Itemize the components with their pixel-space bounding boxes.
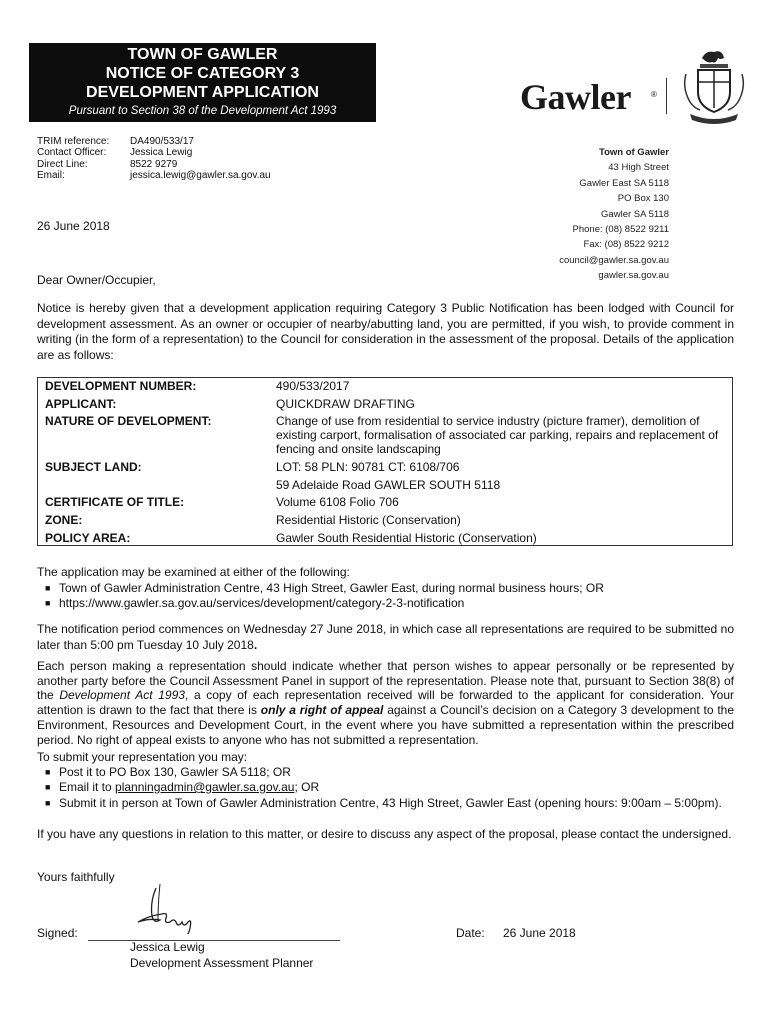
- gawler-logo-word: Gawler: [520, 77, 631, 117]
- signatory-title: Development Assessment Planner: [130, 955, 314, 970]
- reference-value: Jessica Lewig: [130, 147, 193, 159]
- examine-url-link[interactable]: https://www.gawler.sa.gov.au/services/development/category-2-3-notification: [59, 596, 465, 610]
- address-email: council@gawler.sa.gov.au: [559, 254, 669, 266]
- application-details: [37, 377, 733, 546]
- signature-date: 26 June 2018: [503, 926, 576, 940]
- address-po-box: PO Box 130: [617, 193, 669, 205]
- examine-intro: The application may be examined at either of the following:: [37, 565, 350, 579]
- reference-row: [37, 136, 271, 147]
- notice-header: [29, 43, 376, 122]
- certificate-label: CERTIFICATE OF TITLE:: [45, 495, 185, 509]
- zone-value: Residential Historic (Conservation): [276, 513, 461, 527]
- address-fax: Fax: (08) 8522 9212: [583, 239, 669, 251]
- zone-label: ZONE:: [45, 513, 83, 527]
- handwritten-signature: [122, 882, 214, 934]
- submit-in-person: Submit it in person at Town of Gawler Administration Centre, 43 High Street, Gawler East (opening hours: 9:00am – 5:00pm).: [59, 795, 722, 810]
- applicant-label: APPLICANT:: [45, 397, 117, 411]
- reference-key: Email:: [37, 169, 65, 181]
- list-item: [37, 765, 727, 781]
- period-paragraph: [37, 622, 734, 653]
- nature-label: NATURE OF DEVELOPMENT:: [45, 414, 212, 428]
- bullet-icon: ■: [45, 598, 51, 608]
- dev-number-label: DEVELOPMENT NUMBER:: [45, 379, 197, 393]
- subject-land-line-2: 59 Adelaide Road GAWLER SOUTH 5118: [276, 478, 501, 492]
- examine-location: Town of Gawler Administration Centre, 43 High Street, Gawler East, during normal business hours; OR: [59, 580, 604, 595]
- signed-label: Signed:: [37, 926, 78, 940]
- submit-email: [59, 780, 727, 796]
- address-po-suburb: Gawler SA 5118: [601, 208, 669, 220]
- reference-value: 8522 9279: [130, 158, 178, 170]
- bullet-icon: ■: [45, 766, 51, 777]
- signatory: [130, 940, 313, 971]
- list-item: [37, 581, 727, 597]
- bullet-icon: ■: [45, 797, 51, 808]
- logo-divider: [666, 78, 667, 114]
- nature-value: Change of use from residential to service industry (picture framer), demolition of existing carport, formalisation of associated car parking, repairs and replacement of fencing and onsite landscaping: [276, 414, 719, 457]
- submit-email-prefix: Email it to: [59, 780, 116, 795]
- coat-of-arms-icon: [680, 48, 748, 126]
- registered-mark: ®: [651, 90, 657, 99]
- reference-value: jessica.lewig@gawler.sa.gov.au: [130, 169, 271, 181]
- address-phone: Phone: (08) 8522 9211: [572, 224, 669, 236]
- period-end: .: [253, 637, 258, 652]
- applicant-value: QUICKDRAW DRAFTING: [276, 397, 415, 411]
- certificate-value: Volume 6108 Folio 706: [276, 495, 399, 509]
- representation-paragraph: [37, 659, 734, 747]
- salutation: Dear Owner/Occupier,: [37, 273, 156, 287]
- reference-row: [37, 170, 271, 181]
- header-subtitle: Pursuant to Section 38 of the Development Act 1993: [68, 105, 337, 117]
- submit-email-suffix: ; OR: [294, 780, 320, 795]
- questions-paragraph: If you have any questions in relation to this matter, or desire to discuss any aspect of the proposal, please contact the undersigned.: [37, 827, 732, 841]
- bullet-icon: ■: [45, 782, 51, 793]
- subject-land-line-1: LOT: 58 PLN: 90781 CT: 6108/706: [276, 460, 460, 474]
- intro-paragraph: Notice is hereby given that a development application requiring Category 3 Public Notification has been lodged with Council for development assessment. As an owner or occupier of nearby/abutting land, you are permitted, if you wish, to provide comment in writing (in the form of a representation) to the Council for consideration in the assessment of the proposal. Details of the application are as follows:: [37, 301, 734, 362]
- submit-section: [37, 750, 727, 811]
- representation-part-1: Each person making a representation should indicate whether that person wishes to appear personally or be represented by another party before the Council Assessment Panel in support of the representation. Please note that, pursuant to Section 38(8) of the: [37, 659, 734, 703]
- header-line-3: DEVELOPMENT APPLICATION: [86, 84, 319, 101]
- reference-key: TRIM reference:: [37, 136, 110, 147]
- address-suburb: Gawler East SA 5118: [579, 177, 669, 189]
- council-address: [469, 145, 669, 284]
- list-item: [37, 780, 727, 796]
- signature-date-label: Date:: [456, 926, 485, 940]
- reference-row: [37, 147, 271, 158]
- appeal-emphasis: only a right of appeal: [260, 703, 384, 718]
- closing: Yours faithfully: [37, 870, 115, 884]
- council-name: Town of Gawler: [598, 147, 669, 158]
- dev-number-value: 490/533/2017: [276, 379, 350, 393]
- letter-date: 26 June 2018: [37, 219, 110, 233]
- act-name: Development Act 1993: [59, 688, 185, 703]
- policy-area-label: POLICY AREA:: [45, 531, 131, 545]
- submit-post: Post it to PO Box 130, Gawler SA 5118; OR: [59, 764, 291, 779]
- planning-email-link[interactable]: planningadmin@gawler.sa.gov.au: [115, 780, 295, 795]
- signatory-name: Jessica Lewig: [130, 940, 205, 954]
- period-text: The notification period commences on Wednesday 27 June 2018, in which case all representations are required to be submitted no later than 5:00 pm Tuesday 10 July 2018: [37, 622, 734, 652]
- representation-part-3: against a Council’s decision on a Category 3 development to the Environment, Resources and Development Court, in the event where you have submitted a representation within the prescribed period. No right of appeal exists to anyone who has not submitted a representation.: [37, 703, 734, 747]
- policy-area-value: Gawler South Residential Historic (Conservation): [276, 531, 537, 545]
- header-line-2: NOTICE OF CATEGORY 3: [105, 65, 300, 82]
- reference-row: [37, 159, 271, 170]
- submit-intro: To submit your representation you may:: [37, 750, 248, 764]
- reference-key: Contact Officer:: [37, 147, 107, 159]
- address-street: 43 High Street: [608, 162, 669, 174]
- reference-block: [37, 136, 271, 181]
- list-item: [37, 596, 727, 612]
- representation-part-2: , a copy of each representation received will be forwarded to the applicant for consideration. Your attention is drawn to the fact that there is: [37, 688, 735, 718]
- header-line-1: TOWN OF GAWLER: [127, 46, 278, 63]
- list-item: [37, 796, 727, 812]
- address-web: gawler.sa.gov.au: [598, 270, 669, 282]
- subject-land-label: SUBJECT LAND:: [45, 460, 142, 474]
- reference-key: Direct Line:: [37, 158, 88, 170]
- bullet-icon: ■: [45, 582, 51, 593]
- examine-section: [37, 565, 727, 612]
- reference-value: DA490/533/17: [130, 136, 194, 147]
